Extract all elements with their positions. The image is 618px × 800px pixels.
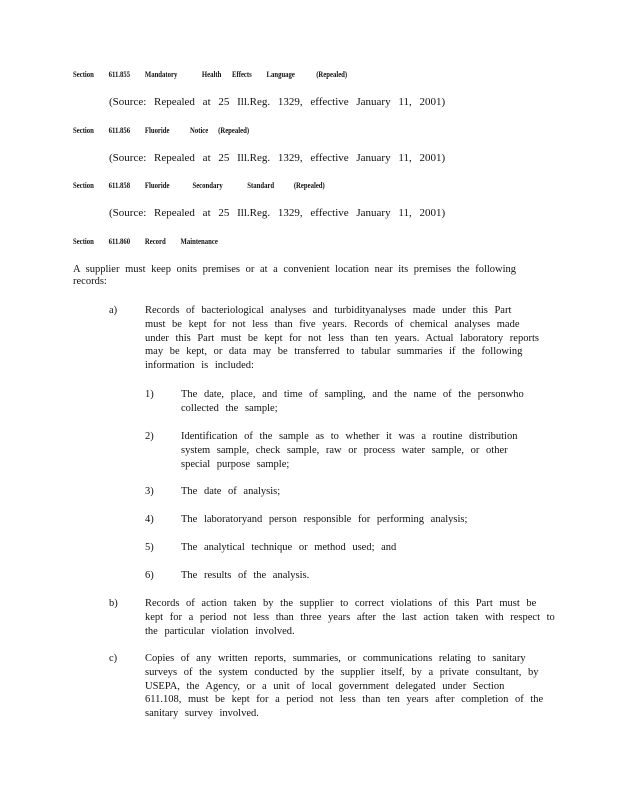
text-line: the particular violation involved. [145,625,295,637]
heading-word: 611.860 [108,237,131,246]
section-heading-611-858 [73,182,340,190]
heading-word: Health [201,70,222,79]
heading-word: 611.855 [108,70,131,79]
list-item-text [145,304,539,373]
heading-word: Notice [190,126,209,135]
text-line: Copies of any written reports, summaries, or communications relating to sanitary [145,653,526,664]
heading-word: Effects [231,70,252,79]
heading-word: Section [73,237,94,246]
source-note: (Source: Repealed at 25 Ill.Reg. 1329, effective January 11, 2001) [109,207,446,219]
heading-word: (Repealed) [316,70,348,79]
item-marker: c) [109,653,118,664]
heading-word: Mandatory [144,70,178,79]
heading-word: Section [73,126,94,135]
text-line: collected the sample; [181,402,278,414]
heading-word: Fluoride [144,181,170,190]
heading-word: Section [73,181,94,190]
text-line: 611.108, must be kept for a period not less than ten years after completion of the [145,694,544,706]
section-heading-611-860 [73,238,233,246]
heading-word: Section [73,70,94,79]
subitem-marker: 2) [145,431,154,442]
heading-word: Maintenance [180,237,218,246]
text-line: The laboratoryand person responsible for performing analysis; [181,514,468,525]
section-heading-611-855 [73,71,362,79]
subitem-text [181,388,524,416]
text-line: kept for a period not less than three years after the last action taken with respect to [145,611,555,623]
intro-paragraph [73,264,533,288]
text-line: The analytical technique or method used; and [181,542,397,553]
subitem-marker: 3) [145,486,154,497]
text-line: special purpose sample; [181,458,290,470]
text-line: surveys of the system conducted by the supplier itself, by a private consultant, by [145,666,539,678]
text-line: The date of analysis; [181,486,281,497]
heading-word: 611.856 [108,126,131,135]
source-note: (Source: Repealed at 25 Ill.Reg. 1329, effective January 11, 2001) [109,152,446,164]
text-line: may be kept, or data may be transferred to tabular summaries if the following [145,346,523,358]
text-line: USEPA, the Agency, or a unit of local government delegated under Section [145,680,505,692]
text-line: A supplier must keep onits premises or at a convenient location near its premises the following [73,264,517,275]
heading-word: Standard [247,181,275,190]
heading-word: (Repealed) [293,181,325,190]
subitem-marker: 5) [145,542,154,553]
subitem-text [181,541,396,555]
heading-word: (Repealed) [218,126,250,135]
subitem-marker: 4) [145,514,154,525]
subitem-text [181,485,280,499]
subitem-text [181,513,467,527]
text-line: under this Part must be kept for not less than ten years. Actual laboratory reports [145,332,539,344]
subitem-text [181,430,517,471]
heading-word: 611.858 [108,181,131,190]
text-line: The date, place, and time of sampling, and the name of the personwho [181,389,524,400]
item-marker: a) [109,305,118,316]
heading-word: Language [266,70,295,79]
subitem-marker: 6) [145,570,154,581]
heading-word: Fluoride [144,126,170,135]
section-heading-611-856 [73,127,264,135]
subitem-marker: 1) [145,389,154,400]
text-line: sanitary survey involved. [145,708,259,720]
text-line: information is included: [145,360,254,372]
heading-word: Record [144,237,166,246]
text-line: records: [73,276,107,287]
subitem-text [181,569,309,583]
text-line: system sample, check sample, raw or process water sample, or other [181,444,508,456]
text-line: The results of the analysis. [181,570,310,581]
text-line: Records of bacteriological analyses and turbidityanalyses made under this Part [145,305,512,316]
list-item-text [145,597,555,638]
list-item-text [145,652,543,721]
heading-word: Secondary [192,181,223,190]
text-line: must be kept for not less than five years. Records of chemical analyses made [145,318,520,330]
item-marker: b) [109,598,118,609]
text-line: Records of action taken by the supplier to correct violations of this Part must be [145,598,537,609]
text-line: Identification of the sample as to whether it was a routine distribution [181,431,518,442]
source-note: (Source: Repealed at 25 Ill.Reg. 1329, effective January 11, 2001) [109,96,446,108]
